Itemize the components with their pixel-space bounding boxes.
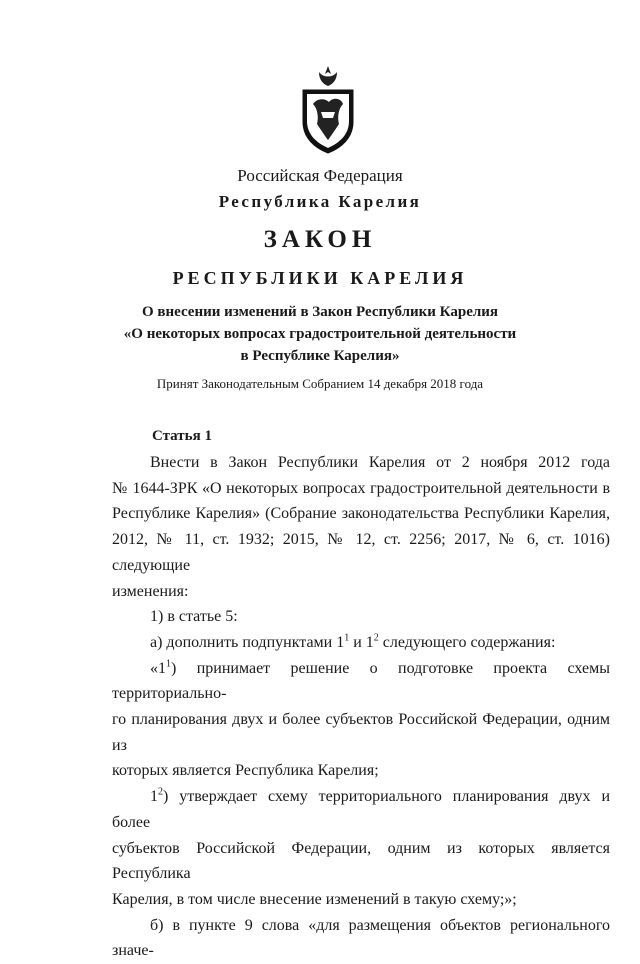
text-fragment: ) утверждает схему территориального планирования двух и более <box>112 788 610 831</box>
paragraph-line: Внести в Закон Республики Карелия от 2 ноября 2012 года <box>150 454 610 471</box>
text-fragment: и 1 <box>349 633 374 651</box>
article-body <box>112 450 610 964</box>
text-fragment: следующего содержания: <box>378 633 556 651</box>
paragraph-line: № 1644-ЗРК «О некоторых вопросах градостроительной деятельности в <box>112 479 610 497</box>
paragraph-line: которых является Республика Карелия; <box>112 762 379 780</box>
paragraph-line: Республике Карелия» (Собрание законодательства Республики Карелия, <box>112 505 610 523</box>
paragraph-line <box>112 656 610 707</box>
paragraph-line <box>112 784 610 835</box>
superscript: 1 <box>166 658 171 670</box>
law-title-line-3: в Республике Карелия» <box>240 348 400 364</box>
superscript: 2 <box>373 632 379 644</box>
adoption-note: Принят Законодательным Собранием 14 декабря 2018 года <box>156 376 484 391</box>
article-heading: Статья 1 <box>152 428 212 444</box>
paragraph-line: го планирования двух и более субъектов Российской Федерации, одним из <box>112 711 610 754</box>
law-title-line-1: О внесении изменений в Закон Республики Карелия <box>141 304 499 320</box>
paragraph-line: 2012, № 11, ст. 1932; 2015, № 12, ст. 2256; 2017, № 6, ст. 1016) следующие <box>112 531 610 574</box>
republic-name: Республика Карелия <box>218 192 422 211</box>
document-issuer-heading: РЕСПУБЛИКИ КАРЕЛИЯ <box>172 268 468 288</box>
document-type-heading: ЗАКОН <box>263 226 377 253</box>
paragraph-line <box>112 630 610 656</box>
paragraph-line: б) в пункте 9 слова «для размещения объектов регионального значе- <box>112 916 610 960</box>
paragraph-line: 1) в статье 5: <box>150 608 238 626</box>
karelia-coat-of-arms-icon <box>297 64 359 154</box>
law-title-line-2: «О некоторых вопросах градостроительной деятельности <box>123 326 517 342</box>
text-fragment: ) принимает решение о подготовке проекта схемы территориально- <box>112 659 610 703</box>
superscript: 2 <box>158 786 163 798</box>
paragraph-line: субъектов Российской Федерации, одним из которых является Республика <box>112 839 610 883</box>
country-name: Российская Федерация <box>237 166 403 185</box>
text-fragment: «1 <box>150 659 166 677</box>
paragraph-line: Карелия, в том числе внесение изменений в такую схему;»; <box>112 890 517 908</box>
paragraph-line: изменения: <box>112 582 189 600</box>
superscript: 1 <box>344 632 350 644</box>
text-fragment: а) дополнить подпунктами 1 <box>150 633 345 651</box>
text-fragment: 1 <box>150 788 158 806</box>
